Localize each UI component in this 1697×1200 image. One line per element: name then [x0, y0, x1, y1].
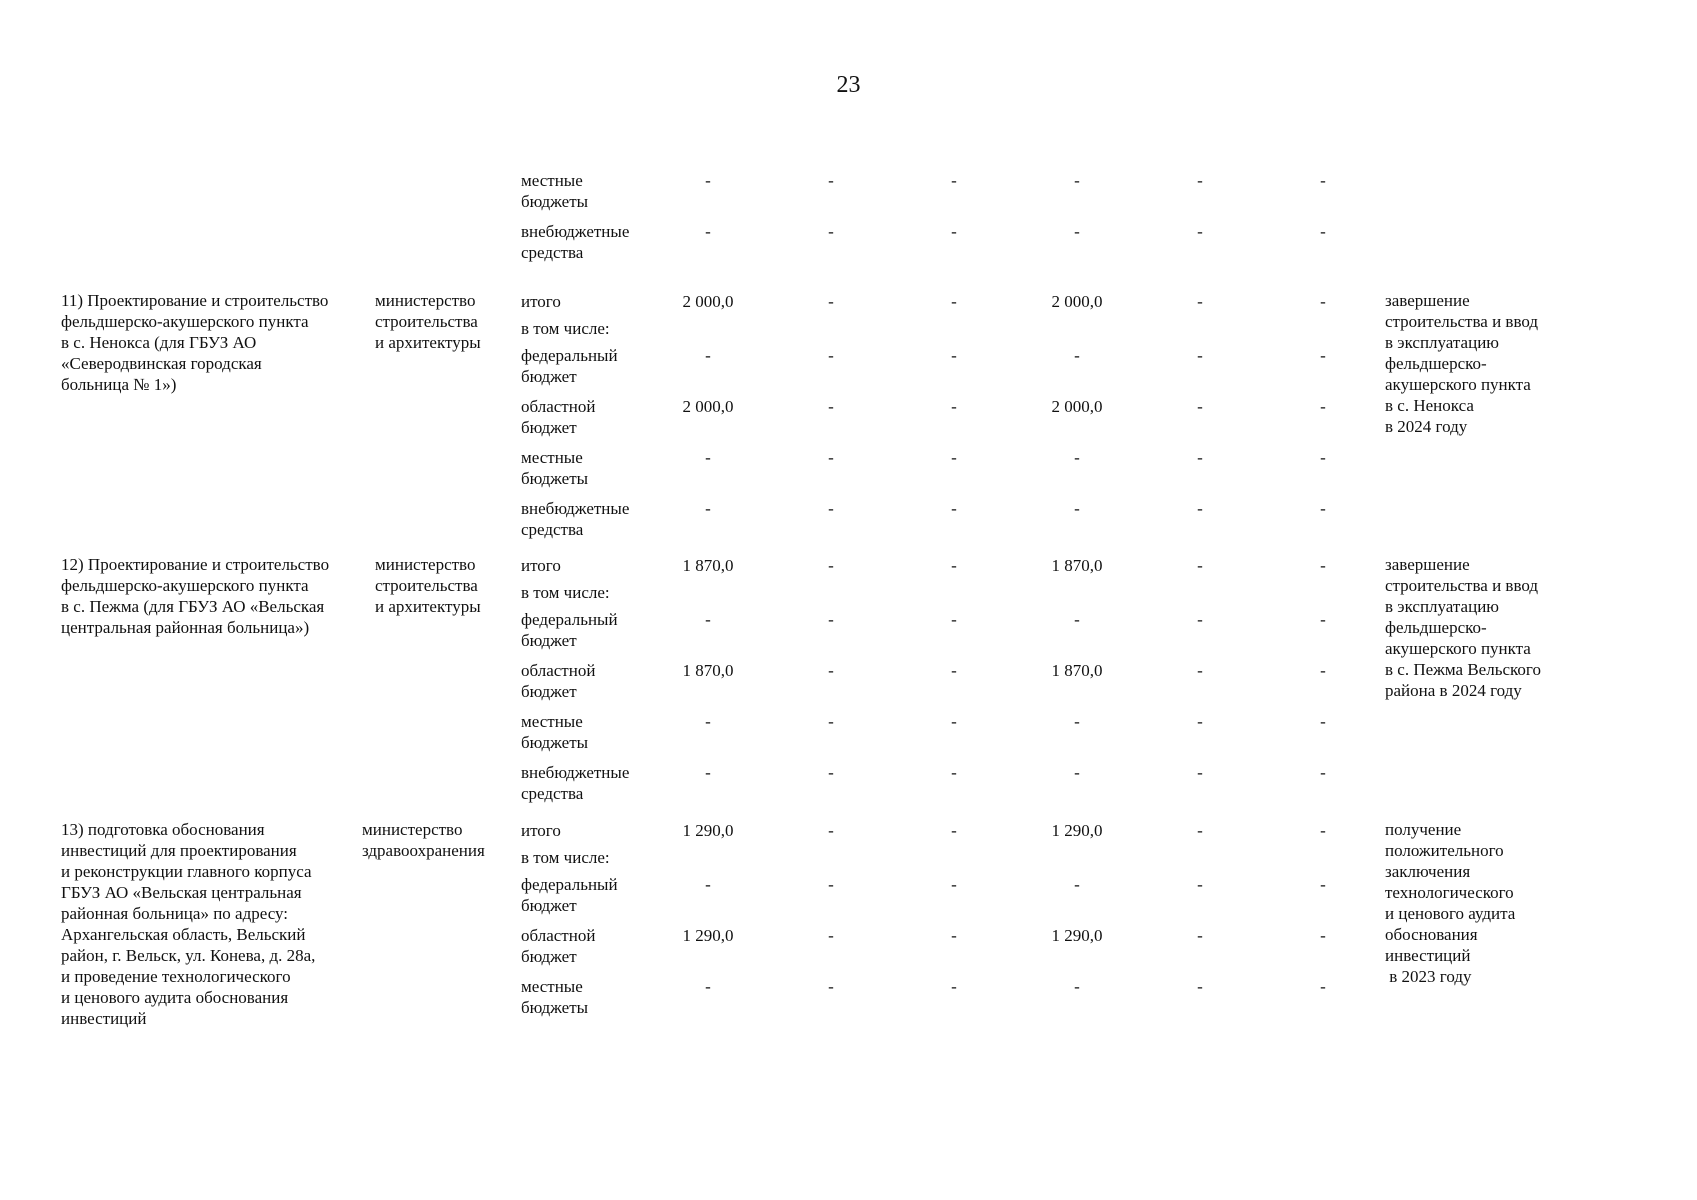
expected-result: обоснования [1385, 925, 1478, 944]
value-cell: - [1320, 661, 1326, 680]
responsible-executor: министерство [375, 555, 476, 574]
value-cell: - [951, 763, 957, 782]
expected-result: района в 2024 году [1385, 681, 1522, 700]
measure-name: и ценового аудита обоснования [61, 988, 289, 1007]
measure-name: в с. Ненокса (для ГБУЗ АО [61, 333, 257, 352]
value-cell: - [705, 763, 711, 782]
value-cell: 1 290,0 [682, 821, 734, 840]
value-cell: - [828, 875, 834, 894]
source-label: бюджеты [521, 998, 589, 1017]
value-cell: - [1320, 875, 1326, 894]
value-cell: - [951, 926, 957, 945]
value-cell: - [951, 499, 957, 518]
value-cell: - [951, 397, 957, 416]
measure-name: фельдшерско-акушерского пункта [61, 312, 309, 331]
measure-name: центральная районная больница») [61, 618, 310, 637]
value-cell: 1 870,0 [682, 556, 734, 575]
measure-name: и реконструкции главного корпуса [61, 862, 312, 881]
value-cell: - [1074, 448, 1080, 467]
measure-name: ГБУЗ АО «Вельская центральная [61, 883, 302, 902]
value-cell: - [1197, 292, 1203, 311]
value-cell: - [705, 977, 711, 996]
source-label: местные [521, 448, 583, 467]
measure-name: «Северодвинская городская [61, 354, 262, 373]
value-cell: - [828, 346, 834, 365]
value-cell: - [951, 610, 957, 629]
value-cell: - [1320, 499, 1326, 518]
measure-name: инвестиций [61, 1009, 147, 1028]
value-cell: - [828, 292, 834, 311]
measure-name: в с. Пежма (для ГБУЗ АО «Вельская [61, 597, 325, 616]
source-label: бюджет [521, 631, 577, 650]
value-cell: - [1197, 222, 1203, 241]
source-label: итого [521, 821, 561, 840]
value-cell: - [1074, 222, 1080, 241]
value-cell: - [1320, 926, 1326, 945]
value-cell: - [828, 821, 834, 840]
source-label: итого [521, 292, 561, 311]
value-cell: - [1320, 556, 1326, 575]
expected-result: завершение [1385, 291, 1470, 310]
expected-result: и ценового аудита [1385, 904, 1516, 923]
responsible-executor: строительства [375, 576, 478, 595]
source-label: федеральный [521, 610, 618, 629]
value-cell: - [828, 926, 834, 945]
value-cell: - [1074, 712, 1080, 731]
value-cell: - [1320, 171, 1326, 190]
measure-name: фельдшерско-акушерского пункта [61, 576, 309, 595]
value-cell: - [1074, 763, 1080, 782]
value-cell: - [951, 171, 957, 190]
value-cell: - [705, 875, 711, 894]
source-label: бюджеты [521, 469, 589, 488]
responsible-executor: строительства [375, 312, 478, 331]
value-cell: - [828, 171, 834, 190]
measure-name: Архангельская область, Вельский [61, 925, 306, 944]
source-label: бюджет [521, 367, 577, 386]
responsible-executor: министерство [362, 820, 463, 839]
source-label: в том числе: [521, 583, 610, 602]
value-cell: 1 290,0 [682, 926, 734, 945]
value-cell: - [828, 763, 834, 782]
measure-name: больница № 1») [61, 375, 177, 394]
value-cell: - [705, 222, 711, 241]
value-cell: - [705, 448, 711, 467]
expected-result: положительного [1385, 841, 1504, 860]
source-label: в том числе: [521, 319, 610, 338]
source-label: бюджеты [521, 733, 589, 752]
source-label: средства [521, 520, 584, 539]
value-cell: - [828, 712, 834, 731]
value-cell: - [951, 556, 957, 575]
value-cell: - [951, 712, 957, 731]
measure-name: инвестиций для проектирования [61, 841, 297, 860]
value-cell: 2 000,0 [682, 292, 734, 311]
value-cell: - [951, 292, 957, 311]
expected-result: в 2024 году [1385, 417, 1468, 436]
value-cell: - [1197, 926, 1203, 945]
source-label: бюджет [521, 418, 577, 437]
value-cell: - [1197, 397, 1203, 416]
value-cell: - [1074, 499, 1080, 518]
value-cell: - [705, 712, 711, 731]
value-cell: 1 290,0 [1051, 926, 1103, 945]
value-cell: - [705, 610, 711, 629]
source-label: внебюджетные [521, 763, 630, 782]
expected-result: завершение [1385, 555, 1470, 574]
value-cell: - [1197, 763, 1203, 782]
value-cell: - [1320, 222, 1326, 241]
measure-name: 11) Проектирование и строительство [61, 291, 329, 310]
source-label: бюджет [521, 682, 577, 701]
responsible-executor: министерство [375, 291, 476, 310]
expected-result: акушерского пункта [1385, 375, 1531, 394]
value-cell: 2 000,0 [682, 397, 734, 416]
value-cell: - [1074, 346, 1080, 365]
source-label: средства [521, 243, 584, 262]
value-cell: - [951, 222, 957, 241]
source-label: итого [521, 556, 561, 575]
value-cell: - [828, 448, 834, 467]
expected-result: строительства и ввод [1385, 312, 1539, 331]
source-label: в том числе: [521, 848, 610, 867]
source-label: бюджет [521, 947, 577, 966]
expected-result: акушерского пункта [1385, 639, 1531, 658]
value-cell: - [1320, 763, 1326, 782]
measure-name: район, г. Вельск, ул. Конева, д. 28а, [61, 946, 316, 965]
expected-result: технологического [1385, 883, 1514, 902]
expected-result: заключения [1385, 862, 1471, 881]
value-cell: - [1197, 977, 1203, 996]
value-cell: - [1320, 712, 1326, 731]
value-cell: - [1320, 977, 1326, 996]
value-cell: - [828, 556, 834, 575]
value-cell: - [828, 499, 834, 518]
value-cell: - [705, 499, 711, 518]
value-cell: - [1074, 171, 1080, 190]
value-cell: - [951, 448, 957, 467]
value-cell: - [1197, 821, 1203, 840]
source-label: областной [521, 661, 596, 680]
responsible-executor: и архитектуры [375, 333, 481, 352]
source-label: федеральный [521, 346, 618, 365]
measure-name: 13) подготовка обоснования [61, 820, 265, 839]
value-cell: - [1074, 610, 1080, 629]
page-number: 23 [836, 72, 861, 98]
value-cell: - [1320, 821, 1326, 840]
value-cell: - [1320, 448, 1326, 467]
measure-name: 12) Проектирование и строительство [61, 555, 330, 574]
source-label: местные [521, 171, 583, 190]
value-cell: - [1197, 556, 1203, 575]
value-cell: - [951, 977, 957, 996]
expected-result: инвестиций [1385, 946, 1471, 965]
value-cell: 1 870,0 [1051, 556, 1103, 575]
source-label: бюджеты [521, 192, 589, 211]
value-cell: - [1074, 875, 1080, 894]
source-label: внебюджетные [521, 222, 630, 241]
value-cell: - [1197, 661, 1203, 680]
source-label: местные [521, 712, 583, 731]
value-cell: - [951, 875, 957, 894]
value-cell: - [1197, 171, 1203, 190]
value-cell: - [828, 610, 834, 629]
value-cell: - [1074, 977, 1080, 996]
value-cell: - [705, 346, 711, 365]
measure-name: районная больница» по адресу: [61, 904, 289, 923]
source-label: бюджет [521, 896, 577, 915]
responsible-executor: здравоохранения [362, 841, 485, 860]
source-label: средства [521, 784, 584, 803]
value-cell: - [951, 661, 957, 680]
expected-result: строительства и ввод [1385, 576, 1539, 595]
value-cell: - [951, 346, 957, 365]
value-cell: - [828, 397, 834, 416]
value-cell: - [1320, 346, 1326, 365]
source-label: областной [521, 926, 596, 945]
value-cell: 2 000,0 [1051, 397, 1103, 416]
value-cell: - [1197, 610, 1203, 629]
source-label: областной [521, 397, 596, 416]
value-cell: 1 870,0 [1051, 661, 1103, 680]
value-cell: - [1320, 610, 1326, 629]
value-cell: - [1320, 292, 1326, 311]
value-cell: - [1320, 397, 1326, 416]
value-cell: - [705, 171, 711, 190]
expected-result: в с. Ненокса [1385, 396, 1474, 415]
value-cell: - [1197, 875, 1203, 894]
value-cell: - [828, 977, 834, 996]
value-cell: 1 870,0 [682, 661, 734, 680]
source-label: местные [521, 977, 583, 996]
expected-result: в с. Пежма Вельского [1385, 660, 1541, 679]
expected-result: получение [1385, 820, 1462, 839]
value-cell: - [828, 661, 834, 680]
value-cell: 1 290,0 [1051, 821, 1103, 840]
value-cell: - [1197, 448, 1203, 467]
source-label: внебюджетные [521, 499, 630, 518]
expected-result: фельдшерско- [1385, 618, 1487, 637]
expected-result: в эксплуатацию [1385, 333, 1499, 352]
value-cell: - [1197, 499, 1203, 518]
value-cell: - [951, 821, 957, 840]
source-label: федеральный [521, 875, 618, 894]
value-cell: - [1197, 712, 1203, 731]
value-cell: - [828, 222, 834, 241]
measure-name: и проведение технологического [61, 967, 291, 986]
expected-result: фельдшерско- [1385, 354, 1487, 373]
expected-result: в эксплуатацию [1385, 597, 1499, 616]
responsible-executor: и архитектуры [375, 597, 481, 616]
value-cell: - [1197, 346, 1203, 365]
value-cell: 2 000,0 [1051, 292, 1103, 311]
expected-result: в 2023 году [1385, 967, 1472, 986]
